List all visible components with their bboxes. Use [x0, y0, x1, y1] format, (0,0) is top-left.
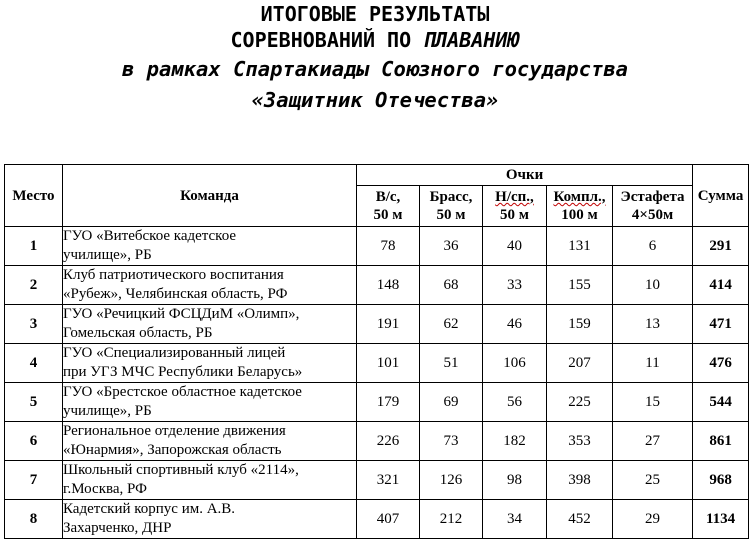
cell-brass: 51 — [420, 344, 483, 383]
cell-kompl: 155 — [547, 266, 613, 305]
cell-sum: 1134 — [693, 500, 749, 539]
cell-brass: 69 — [420, 383, 483, 422]
header-row-top — [5, 165, 749, 186]
cell-relay: 11 — [613, 344, 693, 383]
title-line-2-prefix: СОРЕВНОВАНИЙ ПО — [230, 28, 424, 52]
cell-place: 5 — [5, 383, 63, 422]
cell-sum: 476 — [693, 344, 749, 383]
team-name-line-1: Школьный спортивный клуб «2114», — [63, 462, 299, 478]
cell-team — [63, 344, 357, 383]
cell-vs: 226 — [357, 422, 420, 461]
cell-nsp: 98 — [483, 461, 547, 500]
cell-team — [63, 266, 357, 305]
cell-nsp: 182 — [483, 422, 547, 461]
cell-brass: 73 — [420, 422, 483, 461]
header-event-nsp: Н/сп., 50 м — [483, 186, 547, 227]
cell-nsp: 56 — [483, 383, 547, 422]
header-team: Команда — [63, 165, 357, 227]
cell-team — [63, 500, 357, 539]
team-name-line-1: ГУО «Специализированный лицей — [63, 345, 286, 361]
team-name-line-2: Захарченко, ДНР — [63, 520, 172, 536]
cell-place: 7 — [5, 461, 63, 500]
cell-relay: 13 — [613, 305, 693, 344]
team-name-line-1: ГУО «Речицкий ФСЦДиМ «Олимп», — [63, 306, 300, 322]
header-points: Очки — [357, 165, 693, 186]
cell-kompl: 398 — [547, 461, 613, 500]
results-table — [4, 164, 749, 539]
table-row — [5, 266, 749, 305]
table-row — [5, 500, 749, 539]
results-table-body — [5, 227, 749, 539]
title-line-1: ИТОГОВЫЕ РЕЗУЛЬТАТЫ — [260, 2, 490, 26]
cell-kompl: 452 — [547, 500, 613, 539]
title-line-3: в рамках Спартакиады Союзного государства — [121, 57, 629, 81]
cell-sum: 471 — [693, 305, 749, 344]
table-row — [5, 383, 749, 422]
cell-sum: 968 — [693, 461, 749, 500]
title-line-2 — [0, 28, 750, 52]
cell-brass: 68 — [420, 266, 483, 305]
cell-nsp: 46 — [483, 305, 547, 344]
table-row — [5, 422, 749, 461]
cell-relay: 29 — [613, 500, 693, 539]
header-event-relay: Эстафета 4×50м — [613, 186, 693, 227]
cell-place: 8 — [5, 500, 63, 539]
cell-brass: 62 — [420, 305, 483, 344]
cell-vs: 191 — [357, 305, 420, 344]
team-name-line-2: «Рубеж», Челябинская область, РФ — [63, 286, 288, 302]
cell-vs: 179 — [357, 383, 420, 422]
cell-team — [63, 461, 357, 500]
table-row — [5, 227, 749, 266]
cell-vs: 78 — [357, 227, 420, 266]
cell-relay: 25 — [613, 461, 693, 500]
header-sum: Сумма — [693, 165, 749, 227]
cell-sum: 414 — [693, 266, 749, 305]
cell-vs: 148 — [357, 266, 420, 305]
team-name-line-2: училище», РБ — [63, 403, 152, 419]
table-row — [5, 305, 749, 344]
cell-place: 2 — [5, 266, 63, 305]
cell-sum: 861 — [693, 422, 749, 461]
cell-place: 6 — [5, 422, 63, 461]
cell-relay: 10 — [613, 266, 693, 305]
cell-team — [63, 422, 357, 461]
cell-kompl: 131 — [547, 227, 613, 266]
team-name-line-1: Клуб патриотического воспитания — [63, 267, 284, 283]
team-name-line-1: ГУО «Брестское областное кадетское — [63, 384, 302, 400]
cell-kompl: 225 — [547, 383, 613, 422]
cell-nsp: 34 — [483, 500, 547, 539]
cell-vs: 101 — [357, 344, 420, 383]
team-name-line-2: «Юнармия», Запорожская область — [63, 442, 282, 458]
team-name-line-2: при УГЗ МЧС Республики Беларусь» — [63, 364, 303, 380]
cell-nsp: 40 — [483, 227, 547, 266]
cell-vs: 321 — [357, 461, 420, 500]
cell-nsp: 106 — [483, 344, 547, 383]
cell-kompl: 207 — [547, 344, 613, 383]
cell-sum: 291 — [693, 227, 749, 266]
cell-place: 4 — [5, 344, 63, 383]
cell-vs: 407 — [357, 500, 420, 539]
cell-team — [63, 383, 357, 422]
title-line-4: «Защитник Отечества» — [251, 88, 499, 112]
cell-sum: 544 — [693, 383, 749, 422]
title-line-2-sport: ПЛАВАНИЮ — [423, 28, 520, 52]
cell-team — [63, 305, 357, 344]
table-row — [5, 344, 749, 383]
cell-relay: 15 — [613, 383, 693, 422]
cell-place: 1 — [5, 227, 63, 266]
cell-kompl: 353 — [547, 422, 613, 461]
header-event-vs: В/с, 50 м — [357, 186, 420, 227]
team-name-line-1: Кадетский корпус им. А.В. — [63, 501, 236, 517]
header-place: Место — [5, 165, 63, 227]
header-event-kompl: Компл., 100 м — [547, 186, 613, 227]
table-row — [5, 461, 749, 500]
team-name-line-2: училище», РБ — [63, 247, 152, 263]
team-name-line-2: г.Москва, РФ — [63, 481, 147, 497]
cell-team — [63, 227, 357, 266]
header-event-brass: Брасс, 50 м — [420, 186, 483, 227]
team-name-line-1: ГУО «Витебское кадетское — [63, 228, 237, 244]
cell-kompl: 159 — [547, 305, 613, 344]
cell-relay: 6 — [613, 227, 693, 266]
cell-relay: 27 — [613, 422, 693, 461]
cell-brass: 36 — [420, 227, 483, 266]
cell-brass: 212 — [420, 500, 483, 539]
team-name-line-2: Гомельская область, РБ — [63, 325, 213, 341]
cell-nsp: 33 — [483, 266, 547, 305]
team-name-line-1: Региональное отделение движения — [63, 423, 286, 439]
cell-brass: 126 — [420, 461, 483, 500]
cell-place: 3 — [5, 305, 63, 344]
